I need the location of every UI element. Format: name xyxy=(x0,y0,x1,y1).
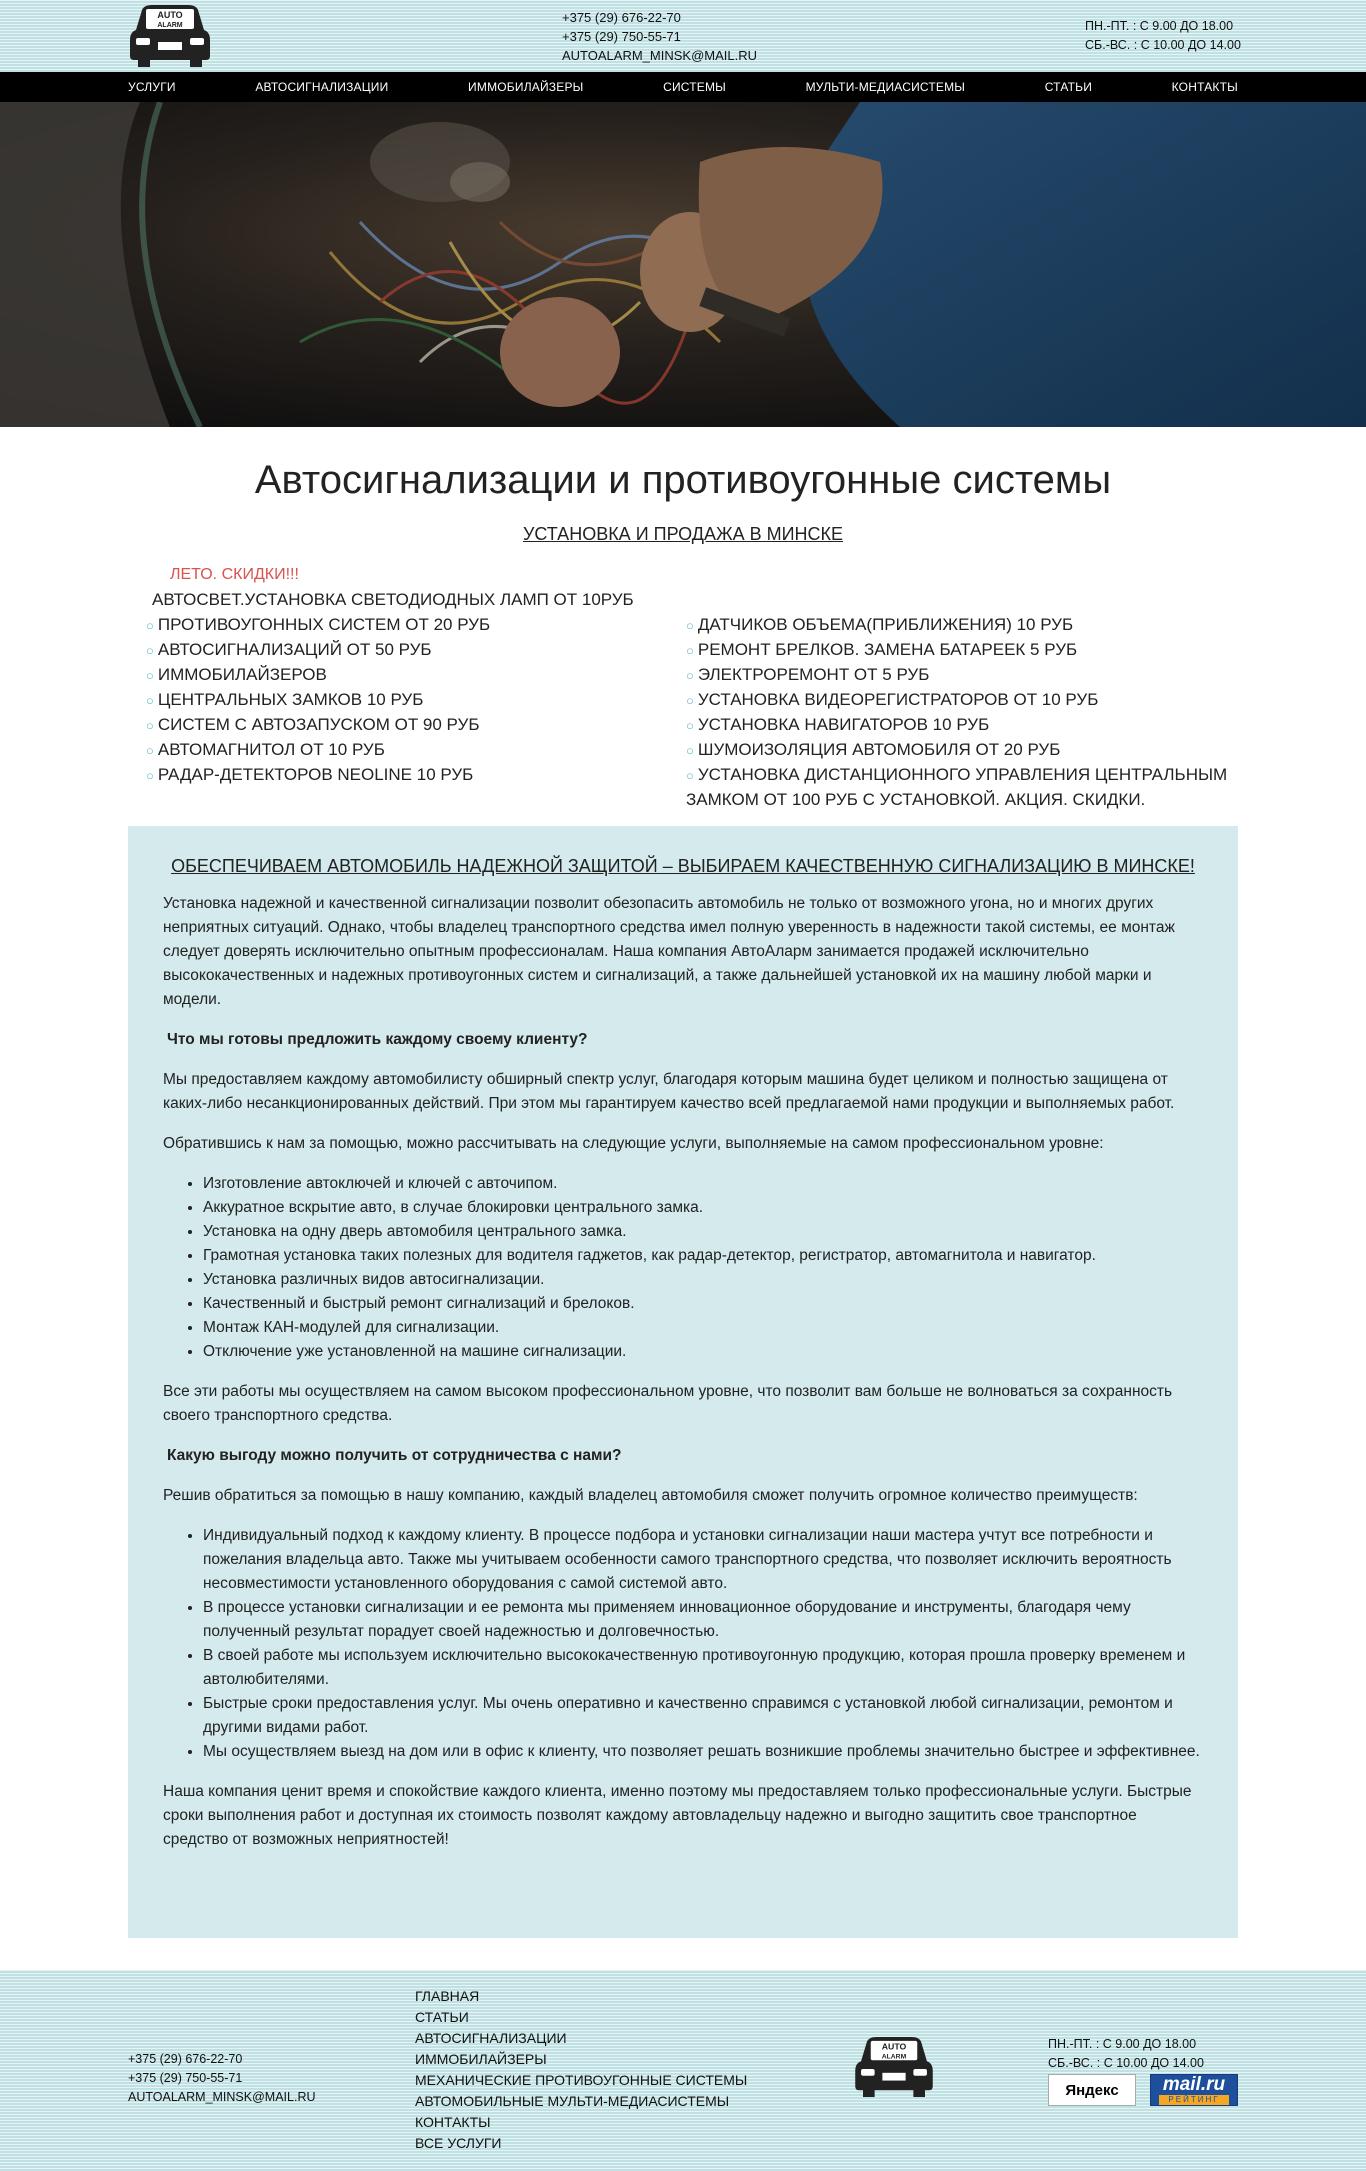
promo-list-left xyxy=(146,613,490,788)
services-list xyxy=(203,1172,1203,1364)
page-title: Автосигнализации и противоугонные системы xyxy=(254,458,1112,502)
article-paragraph: Решив обратиться за помощью в нашу компанию, каждый владелец автомобиля сможет получить огромное количество преимуществ: xyxy=(163,1487,1138,1504)
svg-text:AUTO: AUTO xyxy=(157,10,183,20)
main-nav xyxy=(0,72,1366,102)
article-paragraph: Установка надежной и качественной сигнализации позволит обезопасить автомобиль не только от возможного угона, но и многих других неприятных ситуаций. Однако, чтобы владелец транспортного средства имел полную уверенность в надежности такой системы, ее монтаж следует доверять исключительно опытным профессионалам. Наша компания АвтоАларм занимается продажей исключительно высококачественных и надежных противоугонных систем и сигнализаций, а также дальнейшей установкой их на машину любой марки и модели. xyxy=(163,895,1175,1008)
article-heading: ОБЕСПЕЧИВАЕМ АВТОМОБИЛЬ НАДЕЖНОЙ ЗАЩИТОЙ – ВЫБИРАЕМ КАЧЕСТВЕННУЮ СИГНАЛИЗАЦИЮ В МИНСКЕ! xyxy=(171,856,1195,876)
article-subheading-benefit: Какую выгоду можно получить от сотрудничества с нами? xyxy=(167,1447,622,1464)
promo-line: АВТОСВЕТ.УСТАНОВКА СВЕТОДИОДНЫХ ЛАМП ОТ 10РУБ xyxy=(152,590,634,609)
promo-item: ○ АВТОМАГНИТОЛ ОТ 10 РУБ xyxy=(146,740,385,759)
footer-hours-weekdays: ПН.-ПТ. : С 9.00 ДО 18.00 xyxy=(1048,2037,1197,2051)
circle-bullet-icon: ○ xyxy=(146,618,154,633)
svg-text:ALARM: ALARM xyxy=(157,22,183,29)
nav-item-contacts[interactable]: КОНТАКТЫ xyxy=(1171,80,1238,94)
benefits-list xyxy=(203,1524,1203,1764)
list-item: • В своей работе мы используем исключительно высококачественную противоугонную продукцию, которая прошла проверку временем и автолюбителями. xyxy=(203,1644,1203,1692)
list-item: • Аккуратное вскрытие авто, в случае блокировки центрального замка. xyxy=(203,1196,1203,1220)
promo-item: ○ ДАТЧИКОВ ОБЪЕМА(ПРИБЛИЖЕНИЯ) 10 РУБ xyxy=(686,615,1074,634)
circle-bullet-icon: ○ xyxy=(686,668,694,683)
promo-item: ○ РАДАР-ДЕТЕКТОРОВ NEOLINE 10 РУБ xyxy=(146,765,474,784)
article-paragraph: Мы предоставляем каждому автомобилисту обширный спектр услуг, благодаря которым машина будет целиком и полностью защищена от каких-либо несанкционированных действий. При этом мы гарантируем качество всей предлагаемой нами продукции и выполняемых работ. xyxy=(163,1071,1175,1112)
promo-item: ○ ПРОТИВОУГОННЫХ СИСТЕМ ОТ 20 РУБ xyxy=(146,615,491,634)
site-header xyxy=(0,0,1366,72)
footer-email[interactable]: AUTOALARM_MINSK@MAIL.RU xyxy=(128,2090,316,2104)
nav-item-systems[interactable]: СИСТЕМЫ xyxy=(663,80,726,94)
circle-bullet-icon: ○ xyxy=(686,693,694,708)
svg-text:AUTO: AUTO xyxy=(881,2041,907,2052)
footer-phone-2[interactable]: +375 (29) 750-55-71 xyxy=(128,2071,243,2085)
nav-item-immobilizers[interactable]: ИММОБИЛАЙЗЕРЫ xyxy=(468,80,584,94)
list-item: • Индивидуальный подход к каждому клиенту. В процессе подбора и установки сигнализации наши мастера учтут все потребности и пожелания владельца авто. Также мы учитываем особенности самого транспортного средства, что позволяет исключить вероятность несовместимости установленного оборудования с самой системой авто. xyxy=(203,1524,1203,1596)
list-item: • Изготовление автоключей и ключей с авточипом. xyxy=(203,1172,1203,1196)
circle-bullet-icon: ○ xyxy=(146,718,154,733)
svg-text:ALARM: ALARM xyxy=(881,2053,907,2061)
list-item: • Установка на одну дверь автомобиля центрального замка. xyxy=(203,1220,1203,1244)
header-hours xyxy=(1085,17,1241,55)
list-item: • Грамотная установка таких полезных для водителя гаджетов, как радар-детектор, регистратор, автомагнитола и навигатор. xyxy=(203,1244,1203,1268)
promo-item: ○ ЭЛЕКТРОРЕМОНТ ОТ 5 РУБ xyxy=(686,665,930,684)
circle-bullet-icon: ○ xyxy=(686,618,694,633)
footer-link-contacts[interactable]: КОНТАКТЫ xyxy=(415,2114,491,2130)
hours-weekend: СБ.-ВС. : С 10.00 ДО 14.00 xyxy=(1085,38,1241,52)
counter-badges xyxy=(1048,2074,1238,2106)
promo-item: ○ АВТОСИГНАЛИЗАЦИЙ ОТ 50 РУБ xyxy=(146,640,432,659)
footer-link-immobilizers[interactable]: ИММОБИЛАЙЗЕРЫ xyxy=(415,2051,547,2067)
circle-bullet-icon: ○ xyxy=(146,693,154,708)
header-phone-1[interactable]: +375 (29) 676-22-70 xyxy=(562,10,681,25)
article-box xyxy=(128,826,1238,1938)
article-paragraph: Обратившись к нам за помощью, можно рассчитывать на следующие услуги, выполняемые на самом профессиональном уровне: xyxy=(163,1135,1104,1152)
header-contacts xyxy=(562,8,757,65)
promo-item: ○ УСТАНОВКА ДИСТАНЦИОННОГО УПРАВЛЕНИЯ ЦЕНТРАЛЬНЫМ ЗАМКОМ ОТ 100 РУБ С УСТАНОВКОЙ. АКЦИЯ. СКИДКИ. xyxy=(686,765,1228,809)
yandex-badge[interactable]: Яндекс xyxy=(1048,2074,1136,2106)
article-paragraph: Все эти работы мы осуществляем на самом высоком профессиональном уровне, что позволит вам больше не волноваться за сохранность своего транспортного средства. xyxy=(163,1383,1173,1424)
promo-heading: ЛЕТО. СКИДКИ!!! xyxy=(170,566,299,583)
header-phone-2[interactable]: +375 (29) 750-55-71 xyxy=(562,29,681,44)
site-footer xyxy=(0,1970,1366,2171)
promo-item: ○ ШУМОИЗОЛЯЦИЯ АВТОМОБИЛЯ ОТ 20 РУБ xyxy=(686,740,1061,759)
footer-link-multimedia[interactable]: АВТОМОБИЛЬНЫЕ МУЛЬТИ-МЕДИАСИСТЕМЫ xyxy=(415,2093,730,2109)
list-item: • Быстрые сроки предоставления услуг. Мы очень оперативно и качественно справимся с установкой любой сигнализации, ремонтом и другими видами работ. xyxy=(203,1692,1203,1740)
hours-weekdays: ПН.-ПТ. : С 9.00 ДО 18.00 xyxy=(1085,19,1234,33)
mailru-rating-badge[interactable]: mail.ru РЕЙТИНГ xyxy=(1150,2074,1238,2106)
footer-link-car-alarms[interactable]: АВТОСИГНАЛИЗАЦИИ xyxy=(415,2030,567,2046)
nav-item-multimedia[interactable]: МУЛЬТИ-МЕДИАСИСТЕМЫ xyxy=(805,80,966,94)
promo-item: ○ УСТАНОВКА ВИДЕОРЕГИСТРАТОРОВ ОТ 10 РУБ xyxy=(686,690,1099,709)
list-item: • Монтаж КАН-модулей для сигнализации. xyxy=(203,1316,1203,1340)
list-item: • В процессе установки сигнализации и ее ремонта мы применяем инновационное оборудование и инструменты, благодаря чему полученный результат порадует своей надежностью и долговечностью. xyxy=(203,1596,1203,1644)
nav-item-car-alarms[interactable]: АВТОСИГНАЛИЗАЦИИ xyxy=(255,80,389,94)
circle-bullet-icon: ○ xyxy=(686,768,694,783)
circle-bullet-icon: ○ xyxy=(146,743,154,758)
footer-link-all-services[interactable]: ВСЕ УСЛУГИ xyxy=(415,2135,502,2151)
list-item: • Мы осуществляем выезд на дом или в офис к клиенту, что позволяет решать возникшие проблемы значительно быстрее и эффективнее. xyxy=(203,1740,1203,1764)
auto-alarm-logo[interactable] xyxy=(128,4,212,68)
page-subtitle: УСТАНОВКА И ПРОДАЖА В МИНСКЕ xyxy=(522,524,844,544)
footer-contacts xyxy=(128,2050,316,2107)
footer-hours xyxy=(1048,2035,1204,2073)
promo-item: ○ ИММОБИЛАЙЗЕРОВ xyxy=(146,665,327,684)
list-item: • Отключение уже установленной на машине сигнализации. xyxy=(203,1340,1203,1364)
promo-item: ○ РЕМОНТ БРЕЛКОВ. ЗАМЕНА БАТАРЕЕК 5 РУБ xyxy=(686,640,1078,659)
article-subheading-offer: Что мы готовы предложить каждому своему клиенту? xyxy=(167,1031,588,1048)
footer-link-home[interactable]: ГЛАВНАЯ xyxy=(415,1988,480,2004)
footer-auto-alarm-logo[interactable] xyxy=(853,2036,935,2098)
promo-item: ○ СИСТЕМ С АВТОЗАПУСКОМ ОТ 90 РУБ xyxy=(146,715,480,734)
list-item: • Качественный и быстрый ремонт сигнализаций и брелоков. xyxy=(203,1292,1203,1316)
header-email[interactable]: AUTOALARM_MINSK@MAIL.RU xyxy=(562,48,757,63)
promo-item: ○ ЦЕНТРАЛЬНЫХ ЗАМКОВ 10 РУБ xyxy=(146,690,424,709)
nav-item-services[interactable]: УСЛУГИ xyxy=(128,80,176,94)
promo-list-right xyxy=(686,613,1246,812)
footer-menu xyxy=(415,1986,747,2154)
circle-bullet-icon: ○ xyxy=(686,743,694,758)
nav-item-articles[interactable]: СТАТЬИ xyxy=(1044,80,1093,94)
circle-bullet-icon: ○ xyxy=(686,643,694,658)
list-item: • Установка различных видов автосигнализации. xyxy=(203,1268,1203,1292)
footer-link-articles[interactable]: СТАТЬИ xyxy=(415,2009,469,2025)
footer-hours-weekend: СБ.-ВС. : С 10.00 ДО 14.00 xyxy=(1048,2056,1204,2070)
circle-bullet-icon: ○ xyxy=(686,718,694,733)
promo-item: ○ УСТАНОВКА НАВИГАТОРОВ 10 РУБ xyxy=(686,715,990,734)
footer-phone-1[interactable]: +375 (29) 676-22-70 xyxy=(128,2052,243,2066)
circle-bullet-icon: ○ xyxy=(146,668,154,683)
hero-image xyxy=(0,102,1366,427)
article-paragraph: Наша компания ценит время и спокойствие каждого клиента, именно поэтому мы предоставляем только профессиональные услуги. Быстрые сроки выполнения работ и доступная их стоимость позволят каждому автовладельцу надежно и выгодно защитить свое транспортное средство от возможных неприятностей! xyxy=(163,1783,1192,1848)
circle-bullet-icon: ○ xyxy=(146,643,154,658)
footer-link-mechanical[interactable]: МЕХАНИЧЕСКИЕ ПРОТИВОУГОННЫЕ СИСТЕМЫ xyxy=(415,2072,748,2088)
circle-bullet-icon: ○ xyxy=(146,768,154,783)
